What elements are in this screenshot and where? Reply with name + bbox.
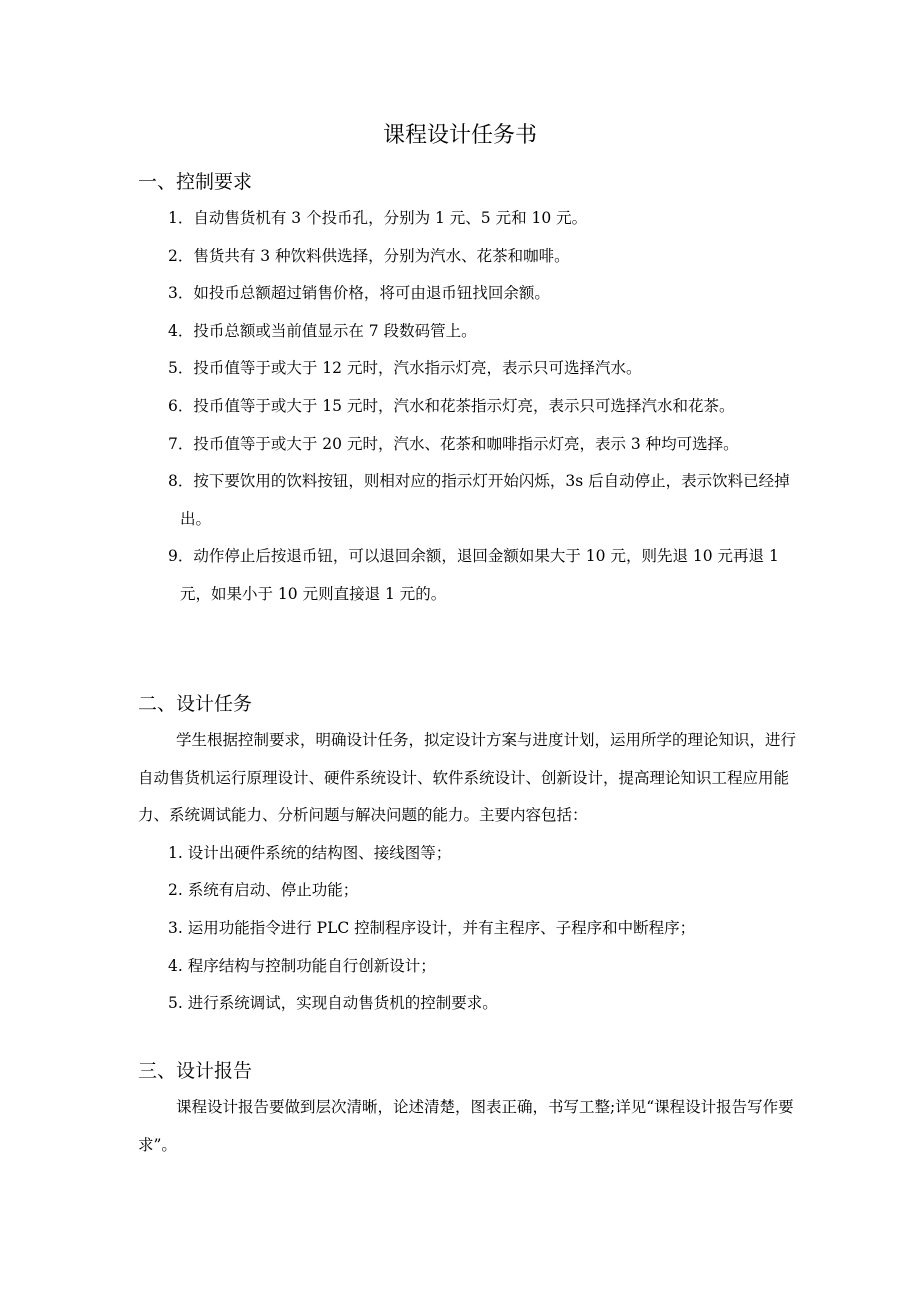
page-title: 课程设计任务书 [382, 123, 537, 148]
section-heading: 一、控制要求 [138, 171, 253, 193]
list-item: 2．售货共有 3 种饮料供选择，分别为汽水、花茶和咖啡。 [168, 246, 570, 265]
tasks-list [138, 835, 798, 1023]
list-item: 4．投币总额或当前值显示在 7 段数码管上。 [168, 321, 477, 340]
list-item: 2. 系统有启动、停止功能； [168, 881, 359, 900]
section-control-requirements [138, 164, 798, 614]
paragraph: 课程设计报告要做到层次清晰，论述清楚，图表正确，书写工整;详见“课程设计报告写作要求”。 [138, 1098, 794, 1154]
section-design-report [138, 1053, 798, 1164]
list-item: 7．投币值等于或大于 20 元时，汽水、花茶和咖啡指示灯亮，表示 3 种均可选择。 [168, 434, 739, 453]
list-item: 3．如投币总额超过销售价格，将可由退币钮找回余额。 [168, 284, 550, 303]
list-item: 5. 进行系统调试，实现自动售货机的控制要求。 [168, 994, 498, 1013]
list-item: 3. 运用功能指令进行 PLC 控制程序设计，并有主程序、子程序和中断程序； [168, 918, 696, 937]
list-item: 6．投币值等于或大于 15 元时，汽水和花茶指示灯亮，表示只可选择汽水和花茶。 [168, 396, 735, 415]
list-item: 8．按下要饮用的饮料按钮，则相对应的指示灯开始闪烁，3s 后自动停止，表示饮料已经掉出。 [168, 472, 790, 528]
list-item: 9．动作停止后按退币钮，可以退回余额，退回金额如果大于 10 元，则先退 10 元再退 1 元，如果小于 10 元则直接退 1 元的。 [168, 547, 779, 603]
list-item: 1．自动售货机有 3 个投币孔，分别为 1 元、5 元和 10 元。 [168, 209, 588, 227]
paragraph: 学生根据控制要求，明确设计任务，拟定设计方案与进度计划，运用所学的理论知识，进行自动售货机运行原理设计、硬件系统设计、软件系统设计、创新设计，提高理论知识工程应用能力、系统调试能力、分析问题与解决问题的能力。主要内容包括： [138, 731, 797, 825]
list-item: 1. 设计出硬件系统的结构图、接线图等； [168, 843, 452, 862]
section-design-tasks [138, 686, 798, 1023]
section-heading: 二、设计任务 [138, 693, 253, 715]
section-heading: 三、设计报告 [138, 1060, 253, 1082]
requirements-list [138, 200, 798, 614]
list-item: 5．投币值等于或大于 12 元时，汽水指示灯亮，表示只可选择汽水。 [168, 359, 642, 378]
list-item: 4. 程序结构与控制功能自行创新设计； [168, 956, 436, 975]
